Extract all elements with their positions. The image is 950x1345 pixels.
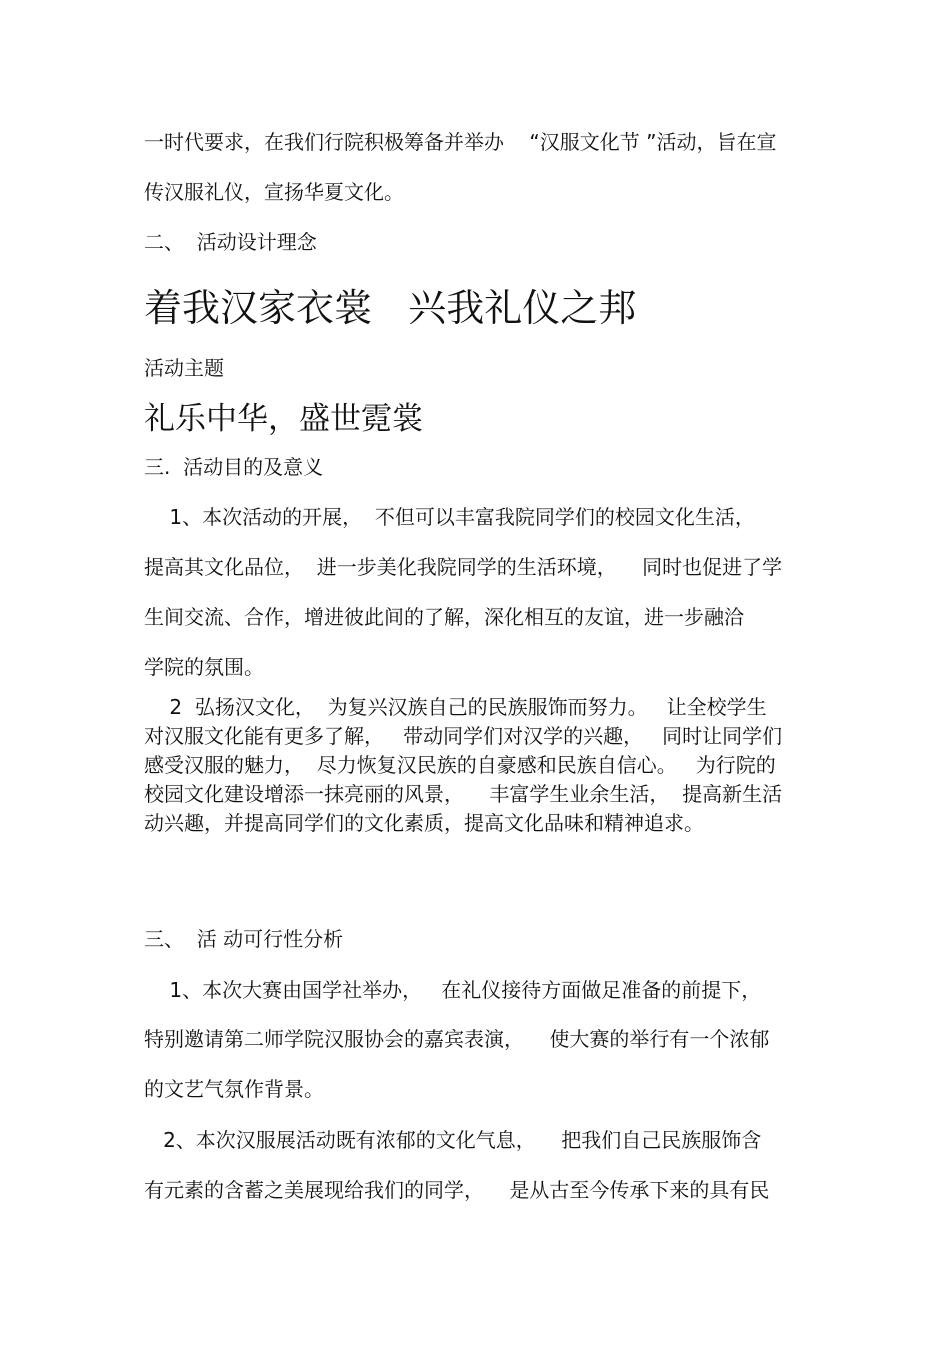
section3-p1-line: 生间交流、合作，增进彼此间的了解，深化相互的友谊，进一步融洽: [144, 605, 744, 629]
theme-label: 活动主题: [144, 356, 224, 380]
section3-p1-line: 提高其文化品位， 进一步美化我院同学的生活环境， 同时也促进了学: [144, 555, 783, 579]
section4-p1-line: 1、本次大赛由国学社举办， 在礼仪接待方面做足准备的前提下，: [144, 978, 762, 1002]
intro-line-2: 传汉服礼仪，宣扬华夏文化。: [144, 180, 404, 204]
section4-p1-line: 的文艺气氛作背景。: [144, 1077, 324, 1101]
theme-text: 礼乐中华，盛世霓裳: [144, 401, 423, 437]
section3-p2-line: 动兴趣，并提高同学们的文化素质，提高文化品味和精神追求。: [144, 811, 704, 835]
section4-p2-line: 2、本次汉服展活动既有浓郁的文化气息， 把我们自己民族服饰含: [144, 1128, 762, 1152]
section4-heading: 三、 活 动可行性分析: [144, 927, 344, 951]
section3-p2-line: 2 弘扬汉文化， 为复兴汉族自己的民族服饰而努力。 让全校学生: [144, 695, 767, 719]
section2-heading: 二、 活动设计理念: [144, 230, 317, 254]
section3-p1-line: 学院的氛围。: [144, 655, 264, 679]
section3-heading: 三. 活动目的及意义: [144, 455, 324, 479]
section3-p2-line: 对汉服文化能有更多了解， 带动同学们对汉学的兴趣， 同时让同学们: [144, 724, 783, 748]
section3-p2-line: 感受汉服的魅力， 尽力恢复汉民族的自豪感和民族自信心。 为行院的: [144, 753, 776, 777]
slogan-text: 着我汉家衣裳 兴我礼仪之邦: [144, 286, 637, 330]
intro-line-1: 一时代要求，在我们行院积极筹备并举办 “汉服文化节 ”活动，旨在宣: [144, 130, 777, 154]
section3-p2-line: 校园文化建设增添一抹亮丽的风景， 丰富学生业余生活， 提高新生活: [144, 782, 783, 806]
section4-p1-line: 特别邀请第二师学院汉服协会的嘉宾表演， 使大赛的举行有一个浓郁: [144, 1027, 770, 1051]
section3-p1-line: 1、本次活动的开展， 不但可以丰富我院同学们的校园文化生活，: [144, 505, 755, 529]
section4-p2-line: 有元素的含蓄之美展现给我们的同学， 是从古至今传承下来的具有民: [144, 1178, 770, 1202]
